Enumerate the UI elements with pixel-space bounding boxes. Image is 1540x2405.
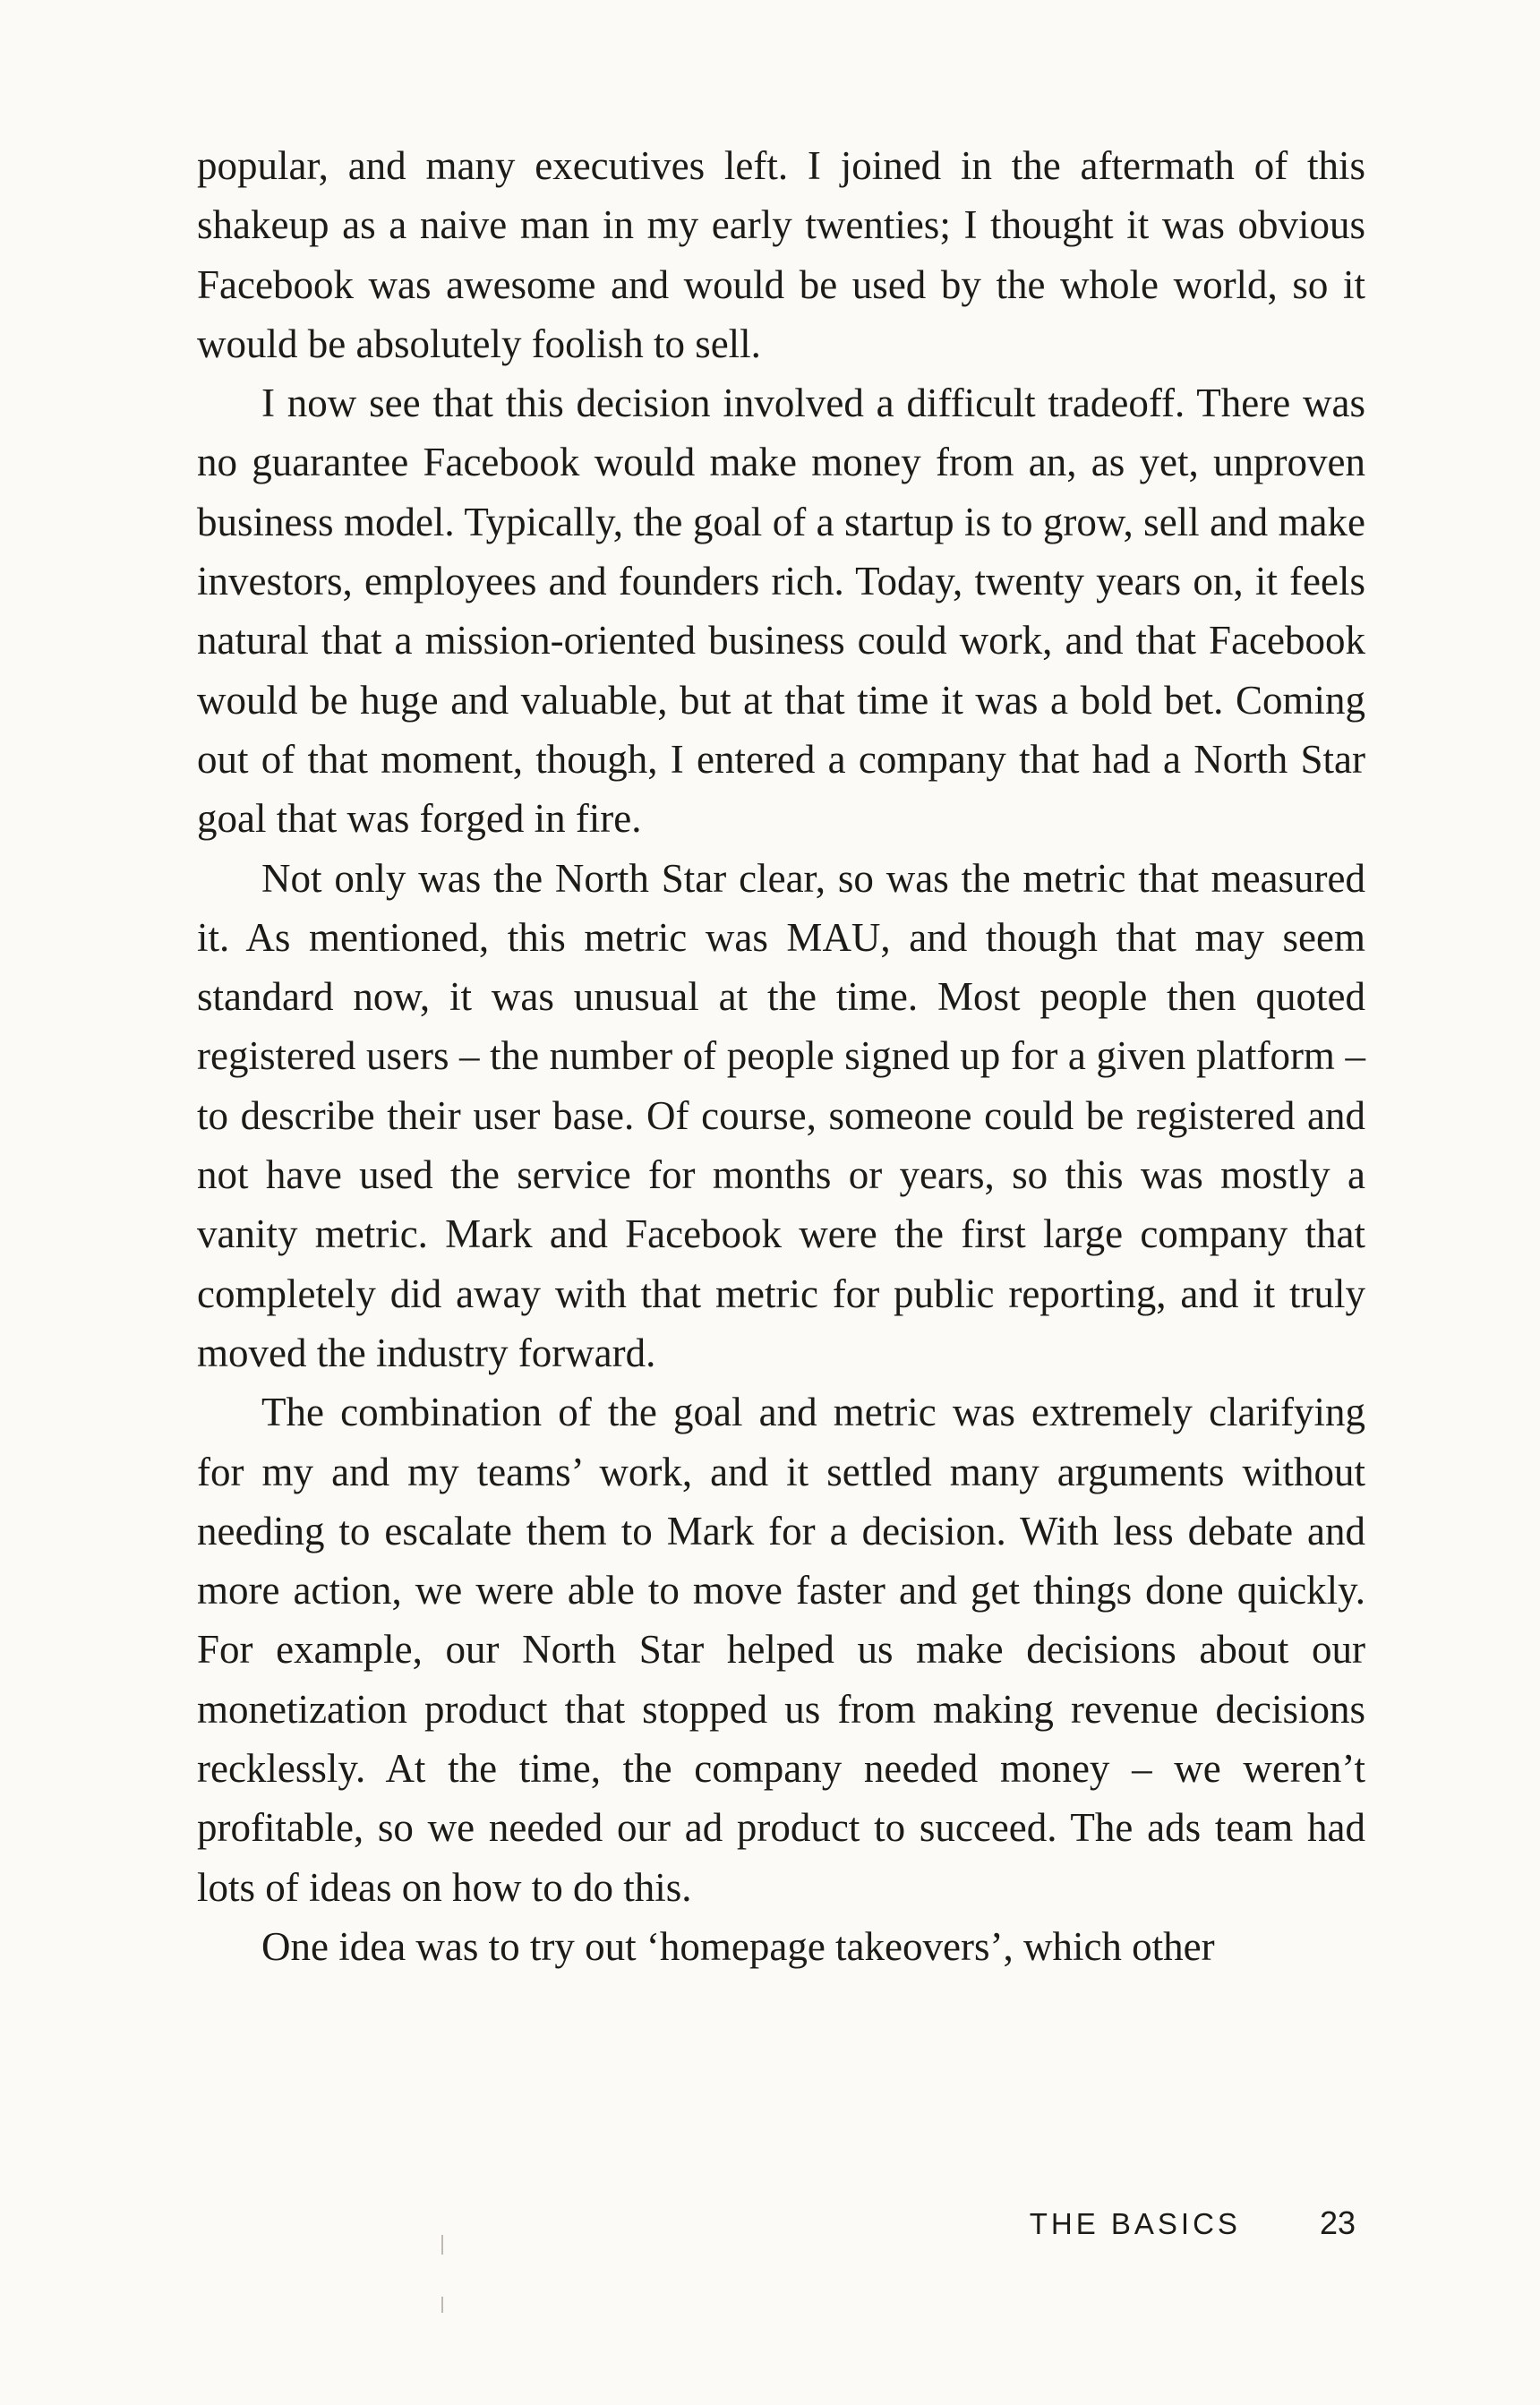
page-number: 23 xyxy=(1319,2204,1356,2241)
paragraph-5: One idea was to try out ‘homepage takeovers’, which other xyxy=(261,1923,1215,1969)
paragraph-1: popular, and many executives left. I joined in the aftermath of this shakeup as a naive man in my early twenties; I thought it was obvious Facebook was awesome and would be used by the whole world, so it would be absolutely foolish to sell. xyxy=(197,143,1365,366)
paper-mark xyxy=(441,2297,443,2313)
running-head: THE BASICS xyxy=(1029,2207,1241,2240)
paragraph-2: I now see that this decision involved a difficult tradeoff. There was no guarantee Facebook would make money from an, as yet, unproven business model. Typically, the goal of a startup is to grow, sell and make investors, employees and founders rich. Today, twenty years on, it feels natural that a mission-oriented business could work, and that Facebook would be huge and valuable, but at that time it was a bold bet. Coming out of that moment, though, I entered a company that had a North Star goal that was forged in fire. xyxy=(197,381,1365,842)
paragraph-4: The combination of the goal and metric was extremely clarifying for my and my teams’ work, and it settled many arguments without needing to escalate them to Mark for a decision. With less debate and more action, we were able to move faster and get things done quickly. For example, our North Star helped us make decisions about our monetization product that stopped us from making revenue decisions recklessly. At the time, the company needed money – we weren’t profitable, so we needed our ad product to succeed. The ads team had lots of ideas on how to do this. xyxy=(197,1390,1365,1910)
body-text xyxy=(197,136,1365,1976)
page-footer xyxy=(1030,2204,1356,2242)
paper-mark xyxy=(441,2235,443,2255)
paragraph-3: Not only was the North Star clear, so was the metric that measured it. As mentioned, this metric was MAU, and though that may seem standard now, it was unusual at the time. Most people then quoted registered users – the number of people signed up for a given platform – to describe their user base. Of course, someone could be registered and not have used the service for months or years, so this was mostly a vanity metric. Mark and Facebook were the first large company that completely did away with that metric for public reporting, and it truly moved the industry forward. xyxy=(197,855,1365,1375)
